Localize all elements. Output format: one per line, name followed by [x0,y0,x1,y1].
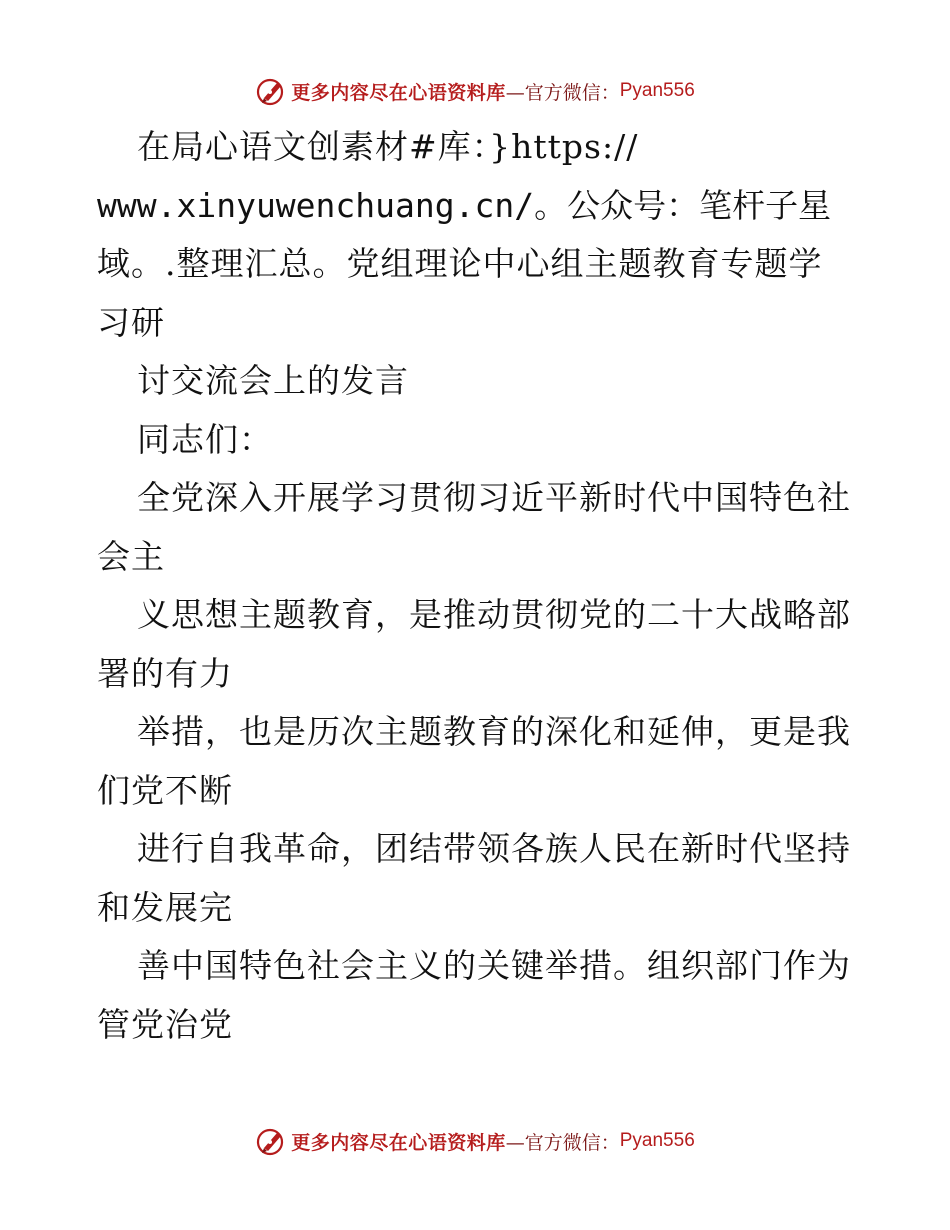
text-line: 和发展完 [97,887,233,927]
banner-sub-text: —官方微信： [505,1131,620,1154]
footer-watermark [0,1121,950,1161]
text-line: 同志们： [137,419,273,459]
text-line: 会主 [97,536,165,576]
text-line: 署的有力 [97,653,233,693]
text-line: 在局心语文创素材#库：}https:// [137,127,639,166]
text-line: 域。.整理汇总。党组理论中心组主题教育专题学 [97,244,823,283]
text-line: 习研 [97,302,165,342]
pen-logo-icon [255,75,287,107]
text-line: 义思想主题教育，是推动贯彻党的二十大战略部 [137,595,851,634]
text-line: 全党深入开展学习贯彻习近平新时代中国特色社 [137,478,851,517]
banner-main-text: 更多内容尽在心语资料库 [291,1131,506,1154]
text-line: 举措，也是历次主题教育的深化和延伸，更是我 [137,712,851,751]
text-line: 讨交流会上的发言 [137,361,409,400]
banner-sub-text: —官方微信： [505,81,620,104]
text-line: 们党不断 [97,770,233,810]
document-body [97,118,867,1054]
text-line: www.xinyuwenchuang.cn/。公众号：笔杆子星 [97,185,832,225]
banner-main-text: 更多内容尽在心语资料库 [291,81,506,104]
text-line: 进行自我革命，团结带领各族人民在新时代坚持 [137,829,851,868]
banner-wechat-id: Pyan556 [619,80,695,101]
text-line: 管党治党 [97,1004,233,1044]
pen-logo-icon [255,1125,287,1157]
text-line: 善中国特色社会主义的关键举措。组织部门作为 [137,946,851,985]
header-watermark [0,71,950,111]
banner-wechat-id: Pyan556 [619,1130,695,1151]
